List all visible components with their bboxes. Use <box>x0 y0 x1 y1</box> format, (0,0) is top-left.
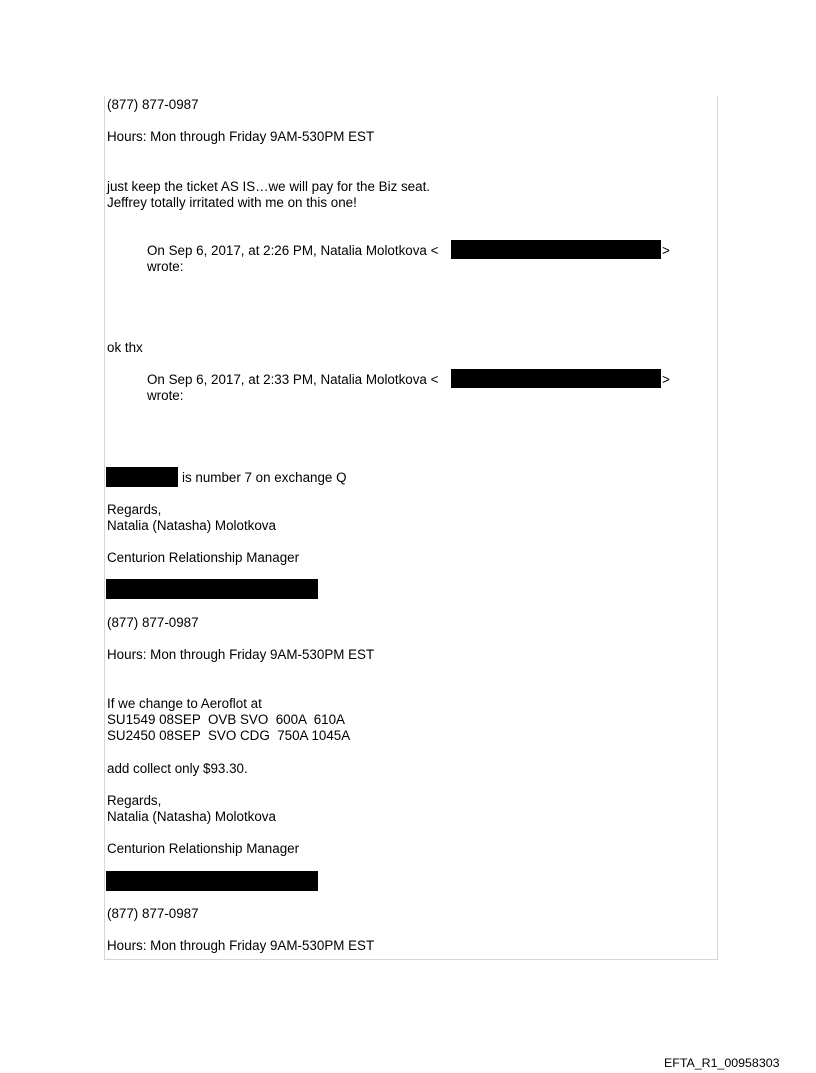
quote-header-1-close: > <box>662 243 670 258</box>
phone-number: (877) 877-0987 <box>107 97 199 112</box>
phone-number: (877) 877-0987 <box>107 615 199 630</box>
redacted-email-2 <box>451 369 661 388</box>
sender-name: Natalia (Natasha) Molotkova <box>107 809 276 824</box>
quote-header-2: On Sep 6, 2017, at 2:33 PM, Natalia Molotkova < <box>147 372 439 387</box>
aeroflot-intro: If we change to Aeroflot at <box>107 696 262 711</box>
sender-title: Centurion Relationship Manager <box>107 841 300 856</box>
quote-wrote-2: wrote: <box>147 388 184 403</box>
quote-wrote-1: wrote: <box>147 259 184 274</box>
reply-line-1: just keep the ticket AS IS…we will pay for the Biz seat. <box>107 179 431 194</box>
document-id: EFTA_R1_00958303 <box>664 1056 780 1070</box>
reply-ok-thx: ok thx <box>107 340 143 355</box>
redacted-contact-1 <box>106 579 318 599</box>
exchange-text: is number 7 on exchange Q <box>182 470 347 485</box>
reply-line-2: Jeffrey totally irritated with me on this one! <box>107 195 357 210</box>
hours-text: Hours: Mon through Friday 9AM-530PM EST <box>107 129 375 144</box>
sender-name: Natalia (Natasha) Molotkova <box>107 518 276 533</box>
regards-text: Regards, <box>107 502 162 517</box>
flight-line-1: SU1549 08SEP OVB SVO 600A 610A <box>107 712 345 727</box>
hours-text: Hours: Mon through Friday 9AM-530PM EST <box>107 938 375 953</box>
hours-text: Hours: Mon through Friday 9AM-530PM EST <box>107 647 375 662</box>
quote-header-1: On Sep 6, 2017, at 2:26 PM, Natalia Molotkova < <box>147 243 439 258</box>
regards-text: Regards, <box>107 793 162 808</box>
quote-header-2-close: > <box>662 372 670 387</box>
sender-title: Centurion Relationship Manager <box>107 550 300 565</box>
collect-note: add collect only $93.30. <box>107 761 248 776</box>
flight-line-2: SU2450 08SEP SVO CDG 750A 1045A <box>107 728 351 743</box>
phone-number: (877) 877-0987 <box>107 906 199 921</box>
redacted-name <box>106 467 178 487</box>
redacted-contact-2 <box>106 871 318 891</box>
redacted-email-1 <box>451 240 661 259</box>
